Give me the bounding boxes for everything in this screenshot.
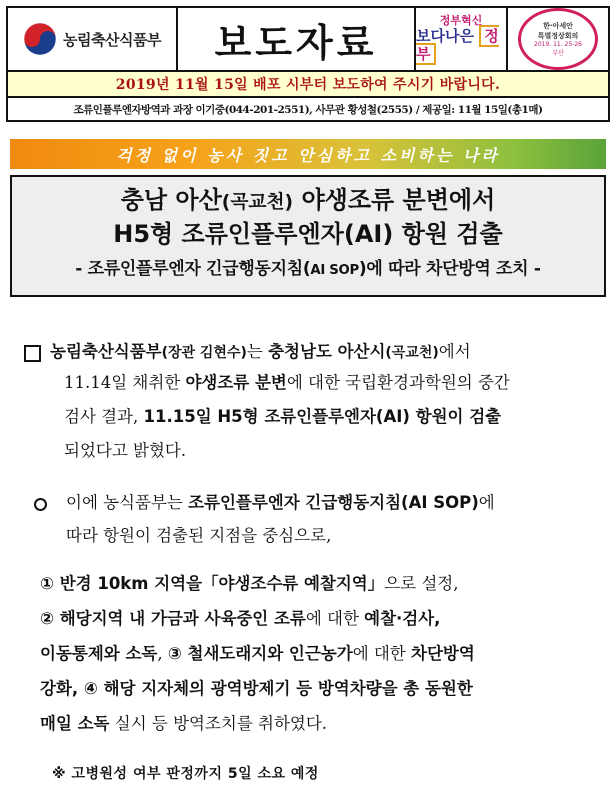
headline-line1: 충남 아산(곡교천) 야생조류 분변에서 [120,186,496,214]
summit-line2: 특별정상회의 [537,32,579,40]
headline-subtitle: - 조류인플루엔자 긴급행동지침(AI SOP)에 따라 차단방역 조치 - [75,259,541,279]
press-header [6,6,610,72]
paragraph-1-line3: 검사 결과, 11.15일 H5형 조류인플루엔자(AI) 항원이 검출 [64,407,502,426]
taegeuk-icon [23,22,57,56]
paragraph-1-line2: 11.14일 채취한 야생조류 분변에 대한 국립환경과학원의 중간 [64,373,510,392]
asean-summit-emblem [518,8,598,70]
paragraph-2-line1: 이에 농식품부는 조류인플루엔자 긴급행동지침(AI SOP)에 [66,493,495,512]
contact-info: 조류인플루엔자방역과 과장 이기중(044-201-2551), 사무관 황성철(2555) / 제공일: 11월 15일(총1매) [6,98,610,122]
paragraph-3-line1: ① 반경 10km 지역을「야생조수류 예찰지역」으로 설정, [40,574,459,593]
paragraph-3-line4: 강화, ④ 해당 지자체의 광역방제기 등 방역차량을 총 동원한 [40,679,473,698]
release-notice: 2019년 11월 15일 배포 시부터 보도하여 주시기 바랍니다. [6,72,610,98]
gov-innovation-logo [416,8,508,70]
paragraph-3-line2: ② 해당지역 내 가금과 사육중인 조류에 대한 예찰·검사, [40,609,441,628]
circle-bullet-icon [34,498,47,511]
summit-date: 2019. 11. 25-26 [534,41,582,48]
square-bullet-icon [24,345,41,362]
summit-city: 부산 [552,50,564,57]
gov-slogan-big1: 보다나은 [416,27,474,45]
headline-box [10,175,606,297]
paragraph-3-line5: 매일 소독 실시 등 방역조치를 취하였다. [40,714,328,733]
paragraph-3-line3: 이동통제와 소독, ③ 철새도래지와 인근농가에 대한 차단방역 [40,644,475,663]
summit-line1: 한·아세안 [543,22,573,30]
ministry-name: 농림축산식품부 [63,30,161,49]
footnote: ※ 고병원성 여부 판정까지 5일 소요 예정 [52,766,319,782]
gov-slogan-big2: 정부 [416,27,499,63]
asean-summit-logo-cell [508,8,608,70]
ministry-logo-cell [8,8,178,70]
slogan-banner: 걱정 없이 농사 짓고 안심하고 소비하는 나라 [10,139,606,169]
paragraph-1-line4: 되었다고 밝혔다. [64,441,187,460]
press-title: 보도자료 [214,20,378,65]
press-title-cell [178,8,416,70]
headline-line2: H5형 조류인플루엔자(AI) 항원 검출 [113,220,503,248]
gov-slogan-small: 정부혁신 [439,14,483,27]
paragraph-1-line1: 농림축산식품부(장관 김현수)는 충청남도 아산시(곡교천)에서 [50,342,471,361]
paragraph-2-line2: 따라 항원이 검출된 지점을 중심으로, [66,526,332,545]
